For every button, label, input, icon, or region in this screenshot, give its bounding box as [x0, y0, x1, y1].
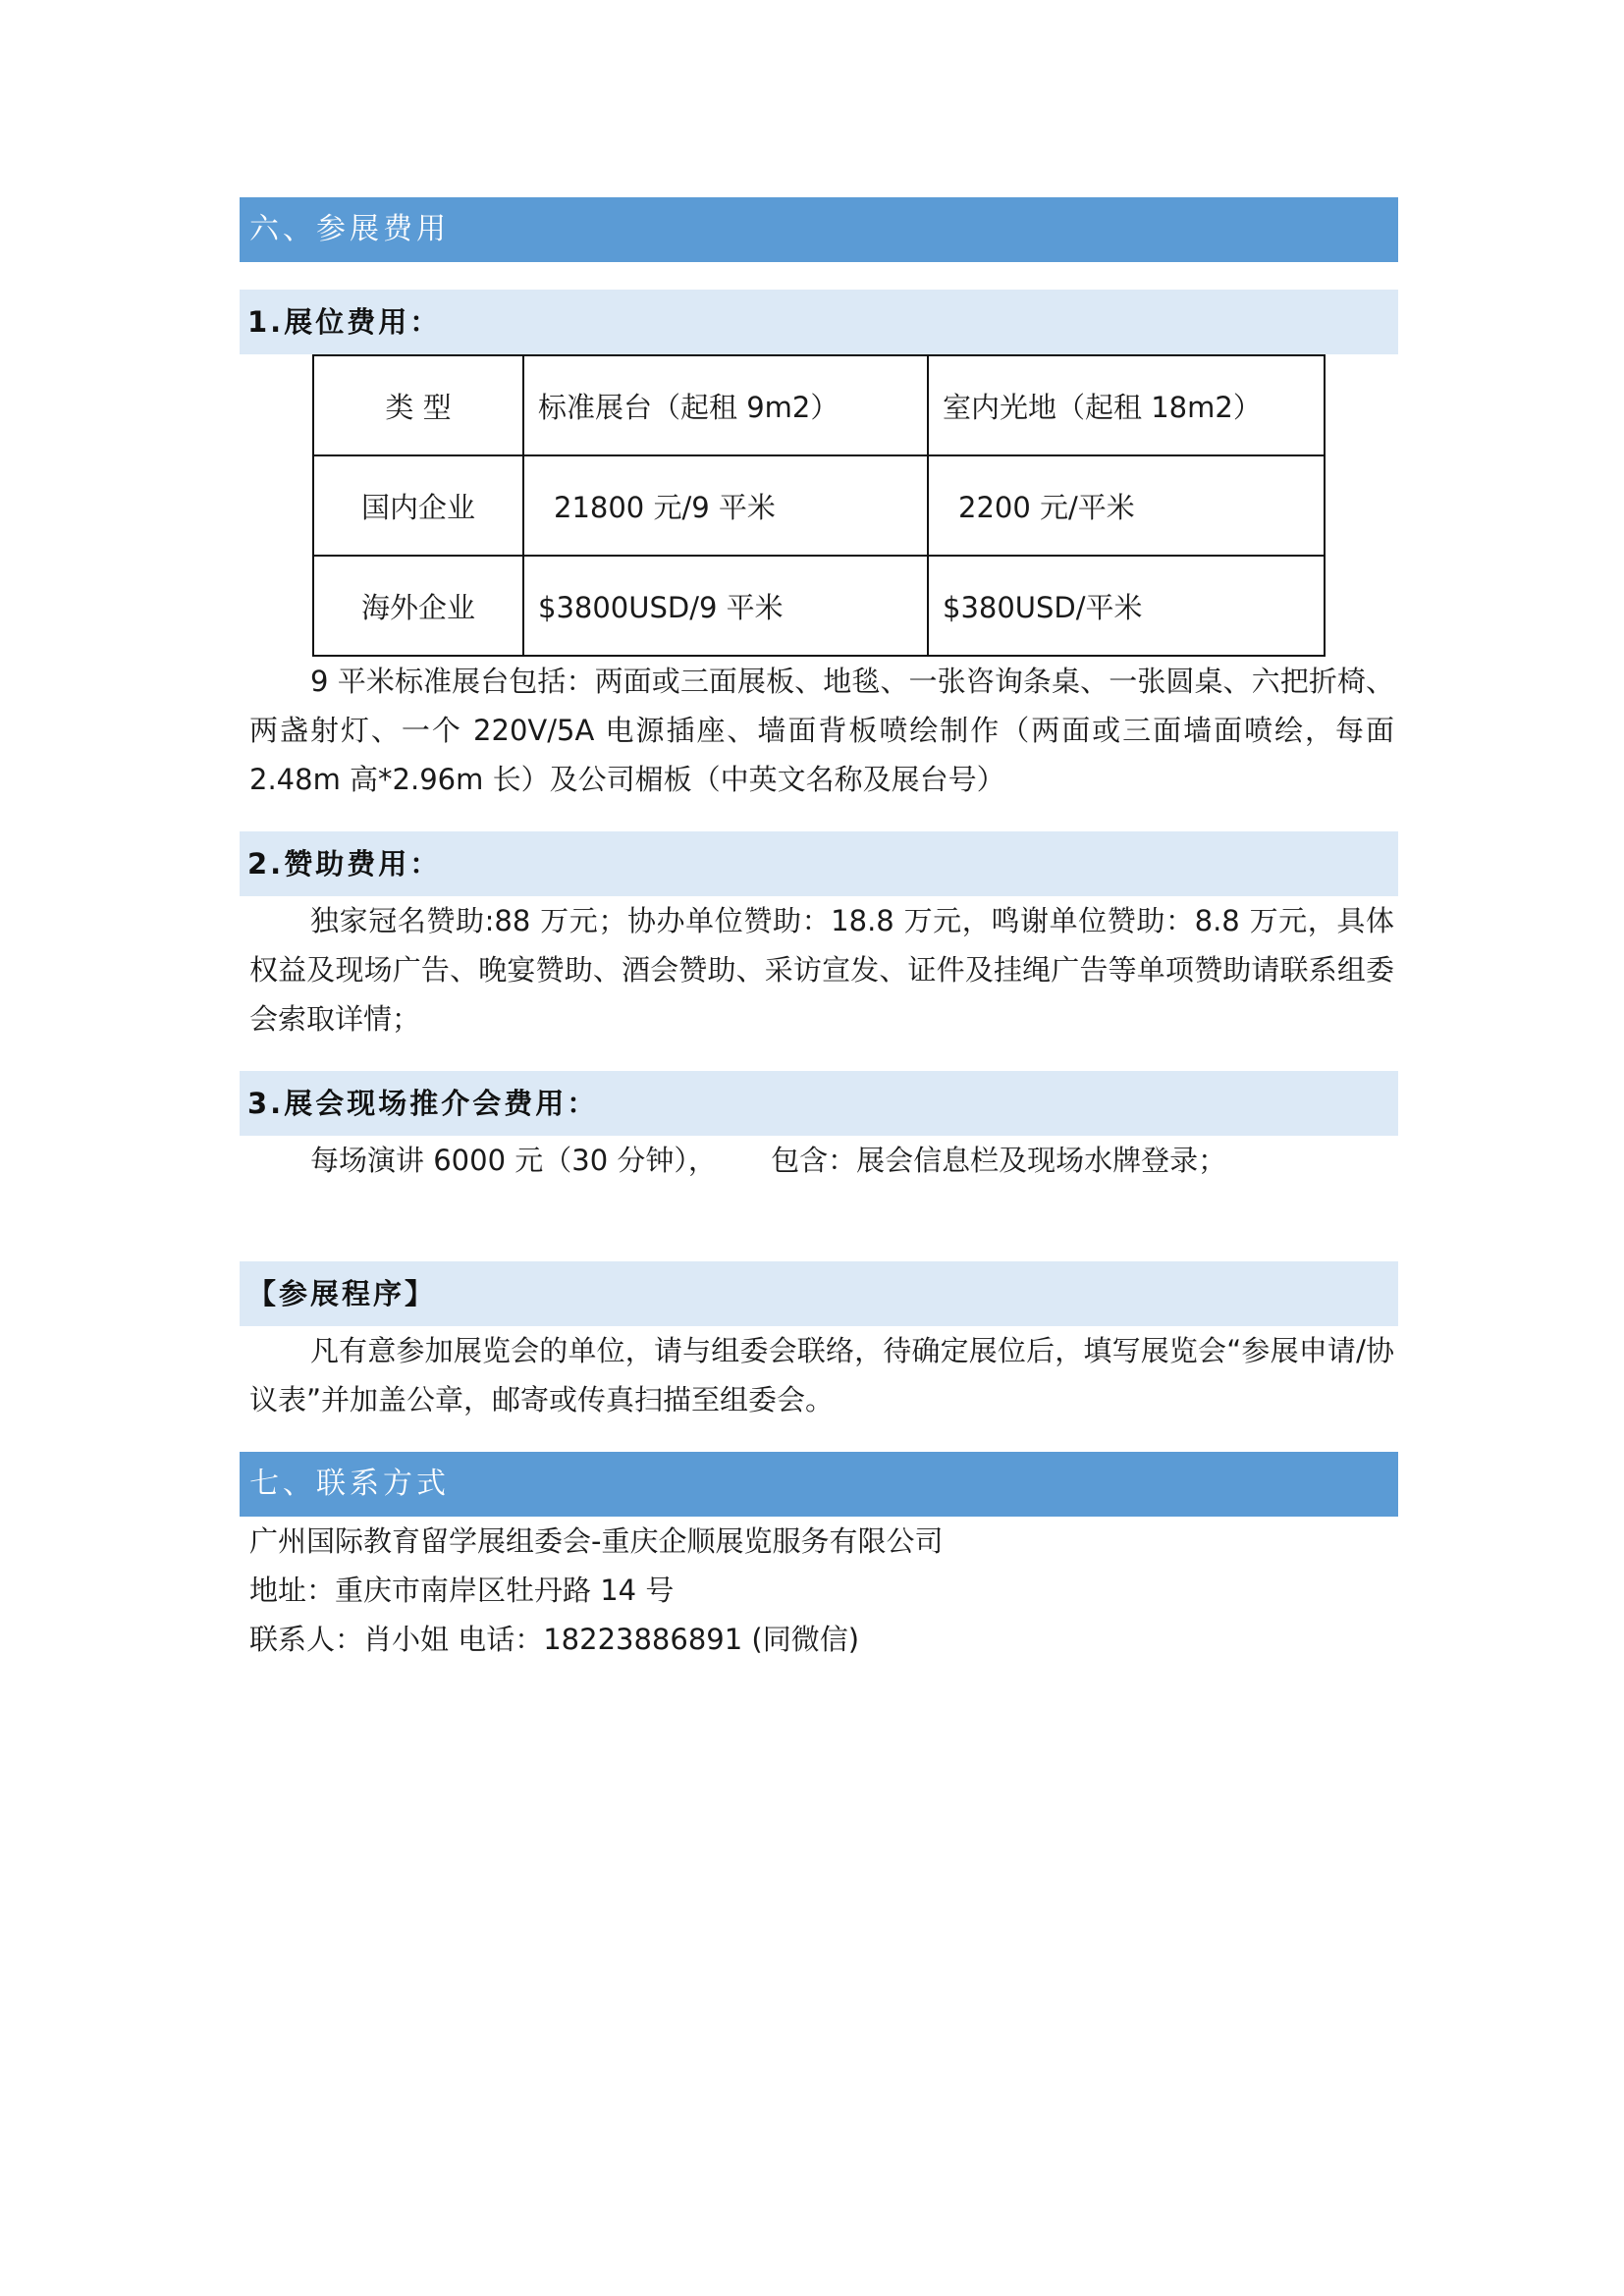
table-cell: 海外企业 [313, 556, 523, 656]
table-cell: 国内企业 [313, 455, 523, 556]
table-row [313, 455, 1325, 556]
table-cell: 标准展台（起租 9m2） [523, 355, 928, 455]
section-7-header: 七、联系方式 [240, 1452, 1398, 1517]
table-header-row [313, 355, 1325, 455]
table-cell: $380USD/平米 [928, 556, 1325, 656]
contact-address: 地址：重庆市南岸区牡丹路 14 号 [249, 1574, 675, 1607]
table-cell: 2200 元/平米 [928, 455, 1325, 556]
table-cell: 21800 元/9 平米 [523, 455, 928, 556]
document-page [240, 197, 1398, 1664]
booth-includes-note: 9 平米标准展台包括：两面或三面展板、地毯、一张咨询条桌、一张圆桌、六把折椅、两盏射灯、一个 220V/5A 电源插座、墙面背板喷绘制作（两面或三面墙面喷绘，每面 2.48m 高*2.96m 长）及公司楣板（中英文名称及展台号） [249, 665, 1394, 796]
booth-fee-table [312, 354, 1326, 657]
presentation-fee-heading: 3.展会现场推介会费用： [240, 1071, 1398, 1136]
sponsor-fee-heading: 2.赞助费用： [240, 831, 1398, 896]
table-row [313, 556, 1325, 656]
sponsor-fee-text: 独家冠名赞助:88 万元；协办单位赞助：18.8 万元，鸣谢单位赞助：8.8 万元，具体权益及现场广告、晚宴赞助、酒会赞助、采访宣发、证件及挂绳广告等单项赞助请联系组委会索取详情； [249, 904, 1394, 1036]
table-cell: $3800USD/9 平米 [523, 556, 928, 656]
presentation-fee-text: 每场演讲 6000 元（30 分钟）， 包含：展会信息栏及现场水牌登录； [310, 1144, 1227, 1177]
procedure-text: 凡有意参加展览会的单位，请与组委会联络，待确定展位后，填写展览会“参展申请/协议表”并加盖公章，邮寄或传真扫描至组委会。 [249, 1334, 1394, 1416]
contact-company: 广州国际教育留学展组委会-重庆企顺展览服务有限公司 [249, 1524, 944, 1558]
table-cell: 类 型 [313, 355, 523, 455]
section-6-header: 六、参展费用 [240, 197, 1398, 262]
booth-fee-heading: 1.展位费用： [240, 290, 1398, 354]
contact-person-phone: 联系人：肖小姐 电话：18223886891 (同微信) [249, 1623, 860, 1656]
procedure-heading: 【参展程序】 [240, 1261, 1398, 1326]
table-cell: 室内光地（起租 18m2） [928, 355, 1325, 455]
